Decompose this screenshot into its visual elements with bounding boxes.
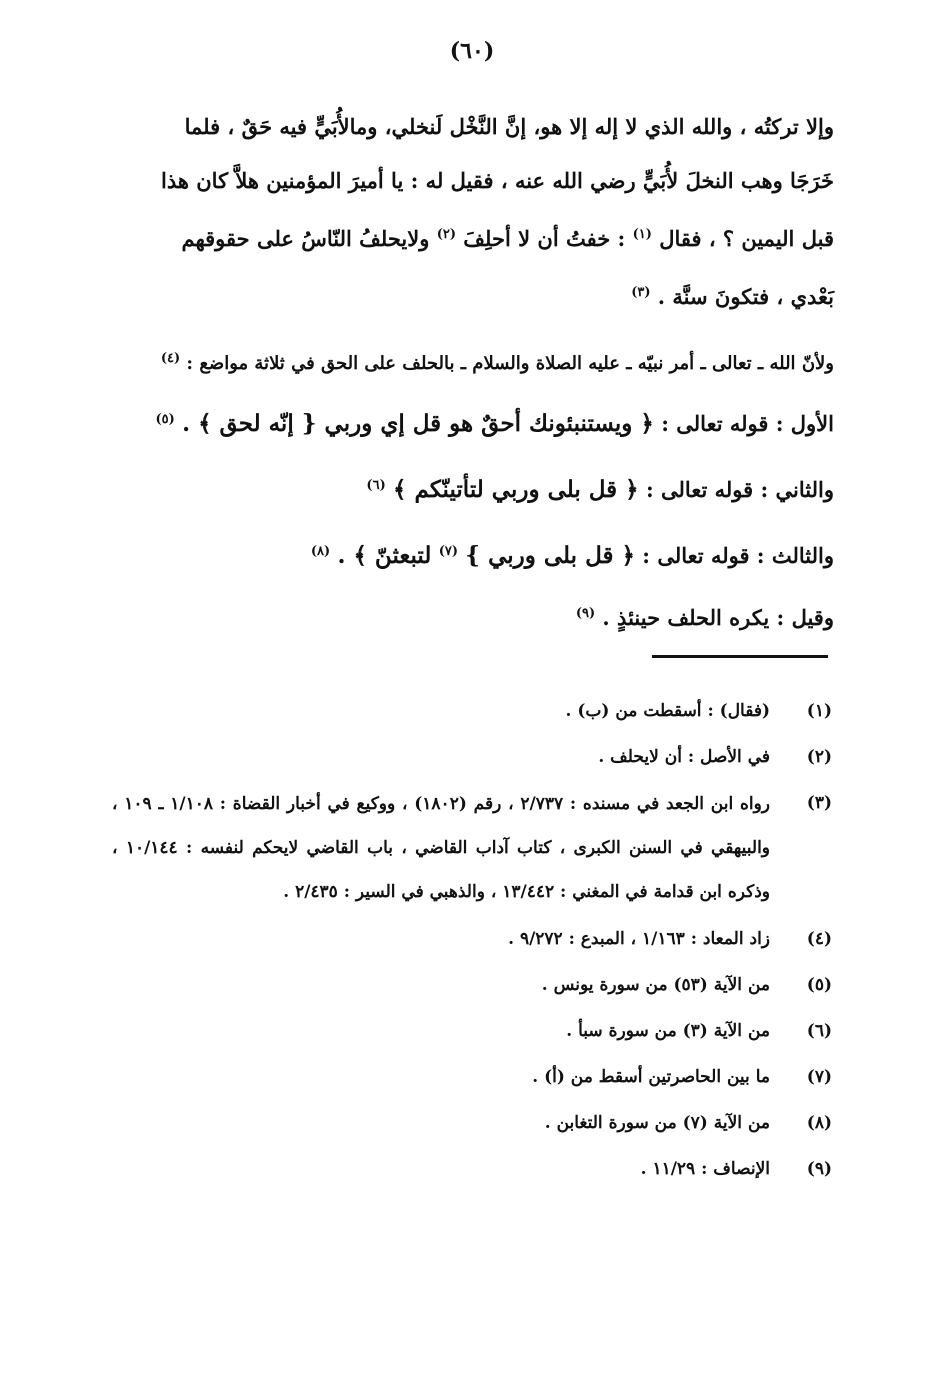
footnote bbox=[112, 1056, 832, 1098]
paragraph-text: ولأنّ الله ـ تعالى ـ أمر نبيّه ـ عليه الصلاة والسلام ـ بالحلف على الحق في ثلاثة مواضع : bbox=[186, 353, 834, 374]
footnote-number: (٦) bbox=[806, 1021, 832, 1041]
footnote-ref: (٥) bbox=[155, 412, 175, 427]
quote-line-second bbox=[98, 455, 834, 521]
footnote-number: (٨) bbox=[806, 1113, 832, 1133]
footnote bbox=[112, 1148, 832, 1190]
footnote-text: (فقال) : أسقطت من (ب) . bbox=[565, 701, 770, 721]
main-text bbox=[98, 100, 834, 645]
footnote-number: (١) bbox=[806, 701, 832, 721]
footnote bbox=[112, 782, 832, 914]
body-line bbox=[98, 208, 834, 266]
footnote-ref: (٣) bbox=[631, 285, 651, 300]
footnote-text: في الأصل : أن لايحلف . bbox=[598, 747, 770, 767]
footnote-ref: (٧) bbox=[438, 544, 458, 559]
footnote-number: (٢) bbox=[806, 747, 832, 767]
body-line-segment: ولايحلفُ النّاسُ على حقوقهم bbox=[181, 226, 430, 251]
footnote-ref: (٩) bbox=[575, 606, 596, 621]
quran-verse: لتبعثنّ ﴾ . bbox=[337, 542, 432, 569]
quran-verse: ﴿ قل بلى وربي } bbox=[465, 542, 635, 569]
body-line bbox=[98, 266, 834, 324]
quote-line-first bbox=[98, 389, 834, 455]
footnote-text: من الآية (٧) من سورة التغابن . bbox=[544, 1113, 770, 1133]
footnote-text: زاد المعاد : ١/١٦٣ ، المبدع : ٩/٢٧٢ . bbox=[508, 929, 770, 949]
footnote-text: من الآية (٣) من سورة سبأ . bbox=[566, 1021, 770, 1041]
footnote-ref: (١) bbox=[632, 227, 652, 242]
body-line bbox=[98, 587, 834, 645]
footnote-text: رواه ابن الجعد في مسنده : ٢/٧٣٧ ، رقم (١٨٠٢) ، ووكيع في أخبار القضاة : ١/١٠٨ ـ ١٠٩ ، والبيهقي في السنن الكبرى ، كتاب آداب القاضي ، باب القاضي لايحكم لنفسه : ١٠/١٤٤ ، وذكره ابن قدامة في المغني : ١٣/٤٤٢ ، والذهبي في السير : ٢/٤٣٥ . bbox=[112, 794, 771, 902]
footnote-number: (٣) bbox=[806, 793, 832, 813]
body-line-segment: بَعْدي ، فتكونَ سنَّة . bbox=[657, 284, 834, 309]
footnote-text: ما بين الحاصرتين أسقط من (أ) . bbox=[532, 1067, 770, 1087]
footnote bbox=[112, 964, 832, 1006]
quote-label: والثالث : قوله تعالى : bbox=[642, 543, 834, 568]
footnote-number: (٤) bbox=[806, 929, 832, 949]
page-number: (٦٠) bbox=[449, 38, 495, 64]
body-line-segment: : خفتُ أن لا أحلِفَ bbox=[463, 226, 626, 251]
footnote bbox=[112, 690, 832, 732]
footnote-number: (٩) bbox=[806, 1159, 832, 1179]
footnote bbox=[112, 918, 832, 960]
footnote-number: (٧) bbox=[806, 1067, 832, 1087]
footnote-ref: (٦) bbox=[366, 478, 386, 493]
footnote-ref: (٢) bbox=[436, 227, 456, 242]
footnote bbox=[112, 1102, 832, 1144]
body-line-segment: قبل اليمين ؟ ، فقال bbox=[659, 226, 834, 251]
footnote-text: الإنصاف : ١١/٢٩ . bbox=[640, 1159, 770, 1179]
quran-verse: ﴿ ويستنبئونك أحقٌ هو قل إي وربي { إنّه لحق ﴾ . bbox=[182, 410, 654, 437]
footnotes bbox=[112, 690, 832, 1194]
footnote-text: من الآية (٥٣) من سورة يونس . bbox=[541, 975, 770, 995]
quran-verse: ﴿ قل بلى وربي لتأتينّكم ﴾ bbox=[393, 476, 639, 503]
paragraph bbox=[98, 334, 834, 389]
quote-line-third bbox=[98, 521, 834, 587]
footnote bbox=[112, 736, 832, 778]
footnote-number: (٥) bbox=[806, 975, 832, 995]
footnote-divider bbox=[652, 655, 828, 658]
footnote-ref: (٨) bbox=[310, 544, 331, 559]
quote-label: الأول : قوله تعالى : bbox=[661, 411, 834, 436]
footnote-ref: (٤) bbox=[160, 351, 181, 366]
footnote bbox=[112, 1010, 832, 1052]
body-line-segment: وقيل : يكره الحلف حينئذٍ . bbox=[602, 605, 834, 630]
quote-label: والثاني : قوله تعالى : bbox=[645, 477, 834, 502]
body-line: خَرَجَا وهب النخلَ لأُبَيٍّ رضي الله عنه ، فقيل له : يا أميرَ المؤمنين هلاَّ كان هذا bbox=[161, 168, 834, 193]
body-line: وإلا تركتُه ، والله الذي لا إله إلا هو، إنَّ النَّخْل لَنخلي، ومالأُبَيٍّ فيه حَقٌ ، فلما bbox=[184, 114, 834, 139]
